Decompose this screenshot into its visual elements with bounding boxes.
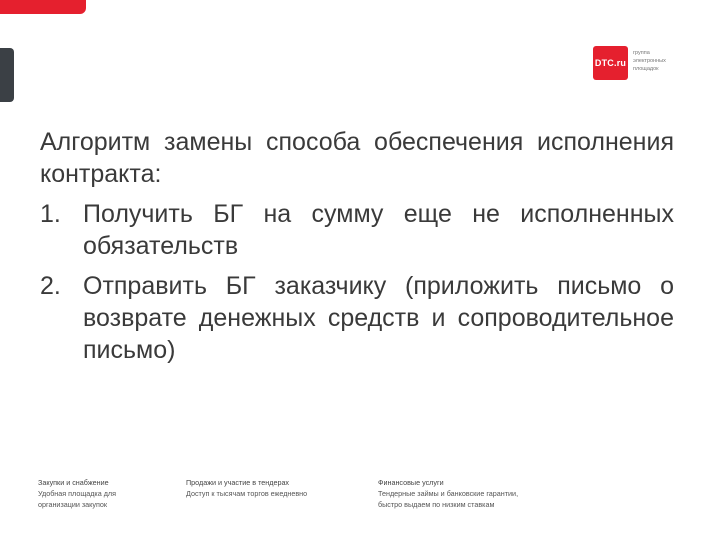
slide-content	[40, 126, 674, 374]
footer	[38, 477, 678, 517]
logo	[593, 46, 703, 80]
footer-column-line: организации закупок	[38, 500, 108, 509]
list-item-number: 1.	[40, 200, 61, 228]
logo-text	[633, 49, 703, 73]
footer-column-procurement	[38, 477, 116, 510]
footer-column-line: быстро выдаем по низким ставкам	[378, 500, 495, 509]
footer-column-title: Продажи и участие в тендерах	[186, 478, 290, 487]
list-item-number: 2.	[40, 272, 61, 300]
footer-column-line: Тендерные займы и банковские гарантии,	[378, 489, 519, 498]
logo-text-line: электронных	[633, 58, 666, 64]
logo-text-line: площадок	[633, 66, 659, 72]
logo-text-line: группа	[633, 50, 650, 56]
footer-column-title: Финансовые услуги	[378, 478, 444, 487]
left-side-bar	[0, 48, 14, 102]
footer-column-finance	[378, 477, 518, 510]
list-item	[40, 270, 674, 366]
footer-column-line: Доступ к тысячам торгов ежедневно	[186, 489, 308, 498]
list-item-text: Отправить БГ заказчику (приложить письмо о возврате денежных средств и сопроводительное письмо)	[83, 272, 674, 364]
logo-mark: DTC.ru	[593, 46, 628, 80]
top-accent-bar	[0, 0, 86, 14]
footer-column-sales	[186, 477, 307, 499]
list-item	[40, 198, 674, 262]
footer-column-line: Удобная площадка для	[38, 489, 117, 498]
footer-column-title: Закупки и снабжение	[38, 478, 109, 487]
intro-text: Алгоритм замены способа обеспечения исполнения контракта:	[40, 128, 674, 188]
list-item-text: Получить БГ на сумму еще не исполненных обязательств	[83, 200, 674, 260]
